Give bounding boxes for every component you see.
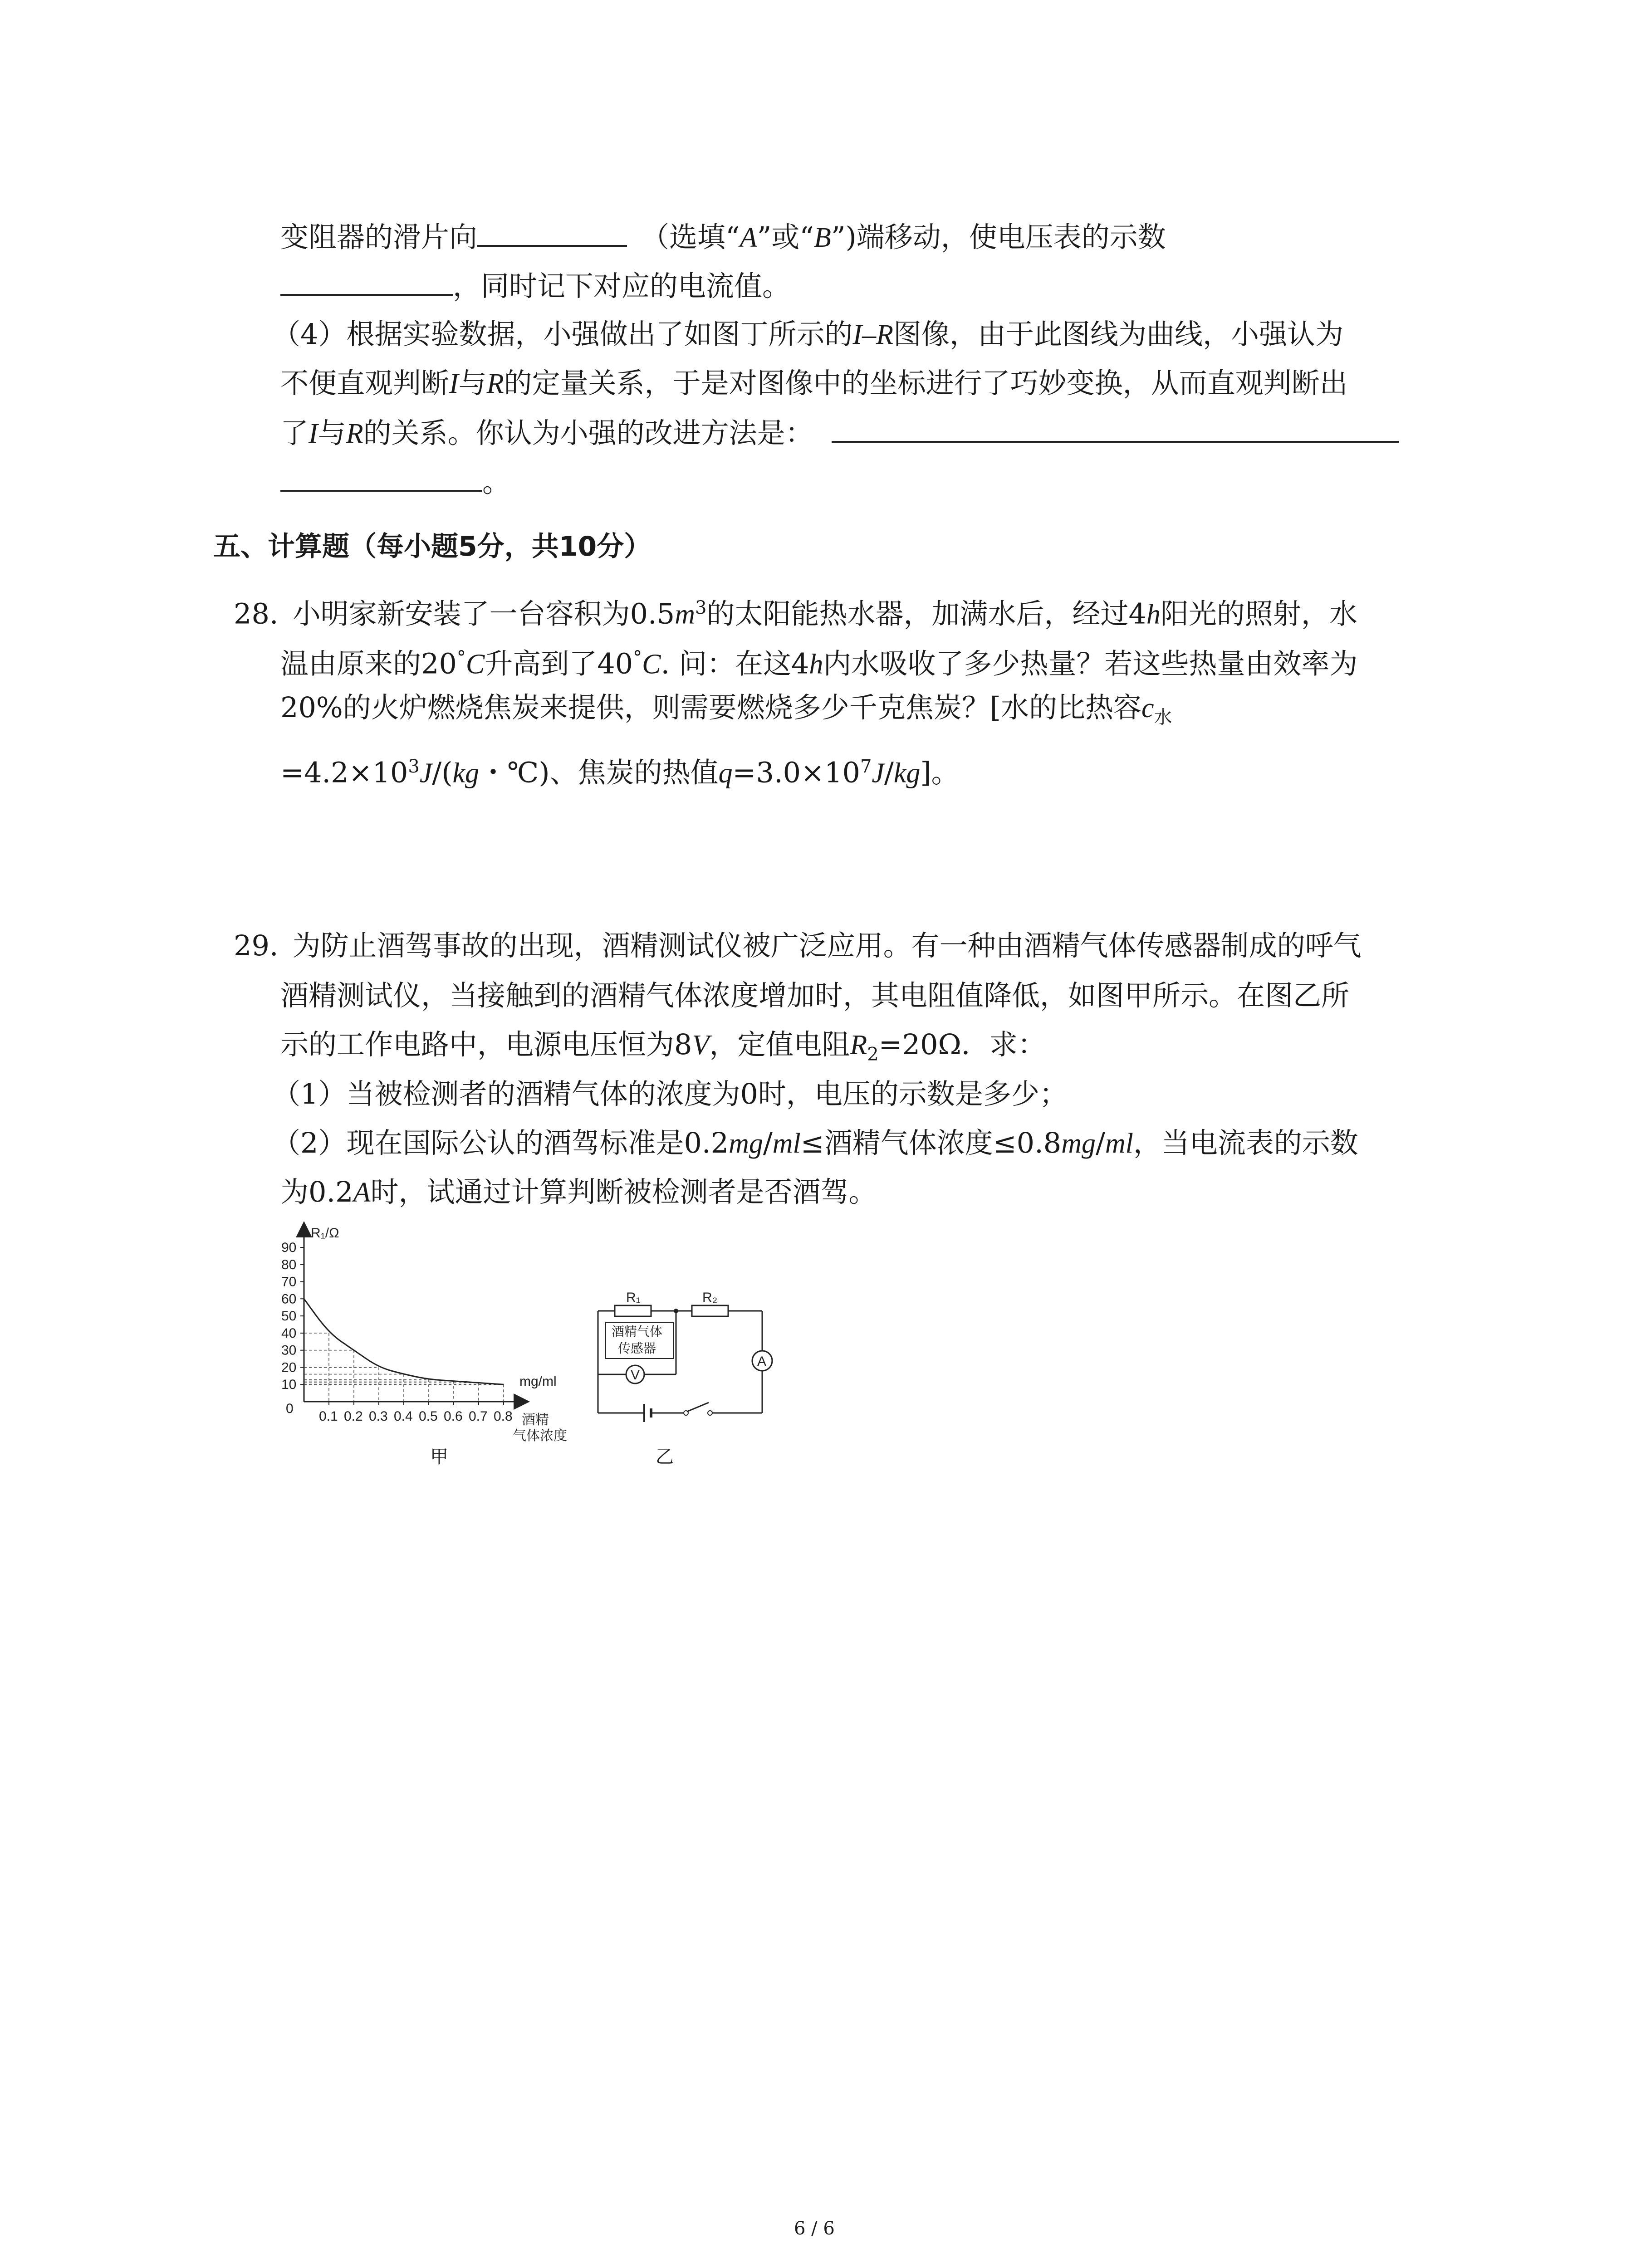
x-ticks <box>319 1402 513 1424</box>
text: 温由原来的20 <box>280 647 457 680</box>
answer-blank-method-cont[interactable] <box>280 463 482 492</box>
text: 的定量关系，于是对图像中的坐标进行了巧妙变换，从而直观判断出 <box>504 367 1348 400</box>
text: 与 <box>458 367 487 400</box>
text: A <box>740 222 757 253</box>
x-tick-label: 0.6 <box>444 1409 463 1424</box>
text: h <box>809 649 823 680</box>
question-number: 29. <box>234 929 279 962</box>
text: mg <box>729 1128 763 1159</box>
q27-line2 <box>280 267 790 304</box>
page-number: 6 / 6 <box>794 2218 835 2239</box>
x-axis-label-2: 气体浓度 <box>513 1428 567 1444</box>
text: 7 <box>860 756 872 777</box>
text: q <box>718 758 733 789</box>
figure-b-caption: 乙 <box>656 1447 674 1467</box>
circuit-diagram <box>590 1284 780 1429</box>
text: （选填“ <box>641 220 740 254</box>
x-tick-label: 0.8 <box>494 1409 513 1424</box>
x-unit-label: mg/ml <box>519 1374 557 1389</box>
r2-label: R₂ <box>702 1290 718 1305</box>
sensor-label-2: 传感器 <box>618 1341 656 1356</box>
text: =20Ω．求： <box>878 1028 1046 1061</box>
text: ”或“ <box>757 220 814 254</box>
text: 20%的火炉燃烧焦炭来提供，则需要燃烧多少千克焦炭？[水的比热容 <box>280 691 1141 724</box>
text: mg <box>1061 1128 1096 1159</box>
text: / <box>884 756 894 789</box>
text: kg <box>893 758 921 789</box>
text: 了 <box>280 416 309 450</box>
text: ° <box>456 647 466 668</box>
y-tick-label: 60 <box>281 1291 297 1307</box>
text: I–R <box>852 319 893 350</box>
text: 3 <box>695 597 707 618</box>
x-tick-label: 0.5 <box>419 1409 438 1424</box>
text: 时，试通过计算判断被检测者是否酒驾。 <box>370 1175 877 1208</box>
q29-line2: 酒精测试仪，当接触到的酒精气体浓度增加时，其电阻值降低，如图甲所示。在图乙所 <box>280 979 1350 1012</box>
text: I <box>449 368 459 399</box>
origin-label: 0 <box>286 1401 294 1416</box>
text: 与 <box>318 416 346 450</box>
text: kg <box>452 758 479 789</box>
text: B <box>814 222 831 253</box>
text: 水 <box>1154 707 1172 728</box>
q28-line1 <box>234 590 1357 633</box>
q29-line1 <box>234 928 1362 964</box>
sensor-label-1: 酒精气体 <box>612 1324 663 1339</box>
y-tick-label: 40 <box>281 1325 297 1341</box>
text: 内水吸收了多少热量？若这些热量由效率为 <box>823 647 1358 680</box>
q28-line3 <box>280 689 1172 735</box>
text: h <box>1146 599 1161 630</box>
q27-p4-line2 <box>280 365 1348 402</box>
text: J <box>419 758 432 789</box>
text: ≤酒精气体浓度≤0.8 <box>800 1126 1062 1159</box>
text: =3.0×10 <box>732 756 860 789</box>
text: R <box>346 418 363 449</box>
r1-label: R₁ <box>626 1290 641 1305</box>
y-tick-label: 10 <box>281 1377 297 1393</box>
q29-part2-line1 <box>272 1125 1358 1162</box>
x-tick-label: 0.1 <box>319 1409 338 1424</box>
switch-blade <box>687 1403 709 1412</box>
q27-p4-line4 <box>280 463 510 500</box>
text: ° <box>633 647 642 668</box>
answer-blank-voltage[interactable] <box>280 267 453 296</box>
x-tick-label: 0.7 <box>469 1409 488 1424</box>
y-tick-label: 80 <box>281 1257 297 1272</box>
text: ”)端移动，使电压表的示数 <box>831 220 1166 254</box>
text: 。 <box>482 465 511 499</box>
text: 2 <box>867 1044 879 1065</box>
y-tick-label: 90 <box>281 1240 297 1255</box>
text: 图像，由于此图线为曲线，小强认为 <box>893 318 1343 351</box>
y-tick-label: 50 <box>281 1309 297 1324</box>
text: R <box>486 368 504 399</box>
figure-a-caption: 甲 <box>430 1447 448 1467</box>
resistor-r2 <box>692 1305 728 1316</box>
text: ml <box>772 1128 801 1159</box>
q29-part1: （1）当被检测者的酒精气体的浓度为0时，电压的示数是多少； <box>272 1077 1068 1110</box>
text: A <box>353 1177 371 1208</box>
text: I <box>309 418 318 449</box>
q27-line1 <box>280 218 1166 256</box>
x-tick-label: 0.4 <box>394 1409 413 1424</box>
q27-p4-line1 <box>272 316 1343 353</box>
text: 3 <box>408 756 420 777</box>
text: V <box>692 1030 710 1061</box>
x-axis-label-1: 酒精 <box>522 1412 549 1428</box>
text: 阳光的照射，水 <box>1160 597 1357 631</box>
x-tick-label: 0.2 <box>344 1409 363 1424</box>
q28-line2 <box>280 640 1357 683</box>
text: . 问：在这4 <box>661 647 809 680</box>
text: =4.2×10 <box>280 756 408 789</box>
y-ticks <box>281 1240 304 1392</box>
resistor-r1 <box>615 1305 651 1316</box>
q29-part2-line2 <box>280 1174 877 1211</box>
text: 的关系。你认为小强的改进方法是： <box>363 416 813 450</box>
ammeter-label: A <box>757 1354 767 1369</box>
text: C <box>642 649 661 680</box>
text: m <box>675 599 695 630</box>
answer-blank-method[interactable] <box>832 414 1399 443</box>
switch-contact <box>708 1411 712 1415</box>
q28-line4 <box>280 748 960 792</box>
gridlines <box>304 1333 504 1402</box>
text: 的太阳能热水器，加满水后，经过4 <box>706 597 1146 631</box>
resistance-concentration-graph <box>268 1220 622 1456</box>
text: 变阻器的滑片向 <box>280 220 478 254</box>
text: 示的工作电路中，电源电压恒为8 <box>280 1028 692 1061</box>
text: J <box>872 758 884 789</box>
text: R <box>850 1030 867 1061</box>
text: / <box>1096 1126 1105 1159</box>
text: ，定值电阻 <box>709 1028 850 1061</box>
question-number: 28. <box>234 597 279 631</box>
text: 不便直观判断 <box>280 367 450 400</box>
q27-p4-line3 <box>280 414 1399 452</box>
text: ，当电流表的示数 <box>1133 1126 1358 1159</box>
text: /( <box>432 756 453 789</box>
text: ]。 <box>920 756 960 789</box>
resistance-curve <box>304 1299 504 1384</box>
y-tick-label: 30 <box>281 1343 297 1358</box>
text: （2）现在国际公认的酒驾标准是0.2 <box>272 1126 729 1159</box>
text: ，同时记下对应的电流值。 <box>453 269 791 303</box>
text: ・℃)、焦炭的热值 <box>479 756 719 789</box>
text: c <box>1141 693 1154 723</box>
text: / <box>763 1126 773 1159</box>
q29-line3 <box>280 1026 1046 1072</box>
answer-blank-direction[interactable] <box>477 218 627 247</box>
text: 为防止酒驾事故的出现，酒精测试仪被广泛应用。有一种由酒精气体传感器制成的呼气 <box>292 929 1362 962</box>
text: C <box>465 649 485 680</box>
text: ml <box>1105 1128 1133 1159</box>
text: 为0.2 <box>280 1175 353 1208</box>
text: 小明家新安装了一台容积为0.5 <box>292 597 675 631</box>
text: 升高到了40 <box>485 647 633 680</box>
y-tick-label: 70 <box>281 1274 297 1290</box>
section-title: 五、计算题（每小题5分，共10分） <box>213 531 652 562</box>
voltmeter-label: V <box>631 1368 640 1383</box>
text: （4）根据实验数据，小强做出了如图丁所示的 <box>272 318 853 351</box>
y-tick-label: 20 <box>281 1360 297 1375</box>
x-tick-label: 0.3 <box>369 1409 388 1424</box>
y-axis-label: R₁/Ω <box>311 1226 339 1241</box>
